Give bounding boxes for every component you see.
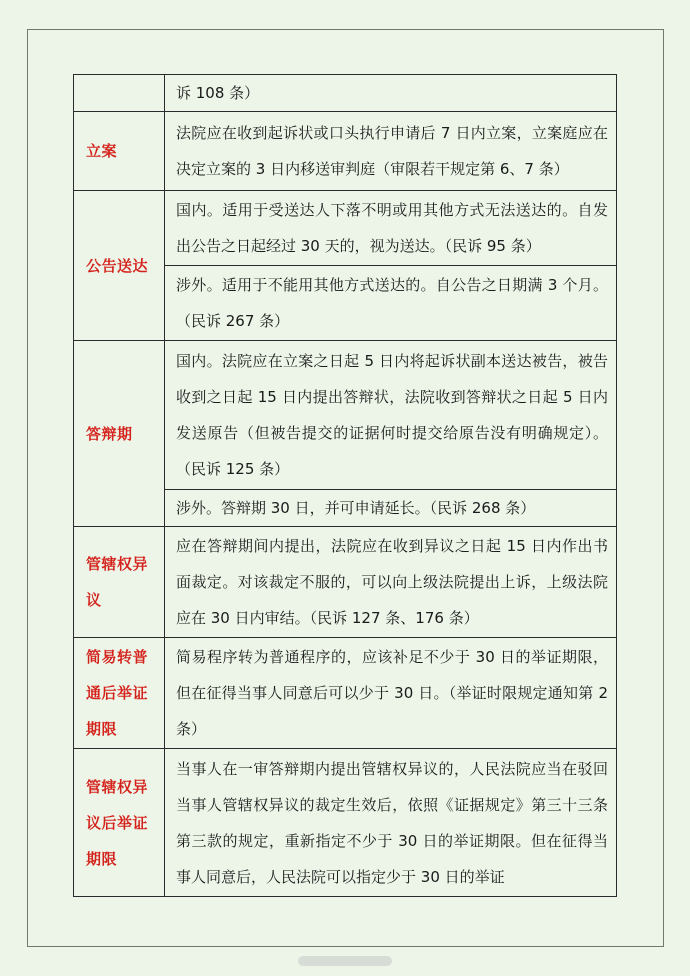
row-content: 涉外。适用于不能用其他方式送达的。自公告之日期满 3 个月。（民诉 267 条） (165, 266, 617, 341)
home-indicator (298, 956, 392, 966)
table-row (74, 75, 617, 112)
row-label: 管辖权异议 (74, 527, 165, 638)
row-content: 国内。法院应在立案之日起 5 日内将起诉状副本送达被告，被告收到之日起 15 日内提出答辩状，法院收到答辩状之日起 5 日内发送原告（但被告提交的证据何时提交给原告没有明确规定）。（民诉 125 条） (165, 341, 617, 490)
row-label: 公告送达 (74, 191, 165, 341)
row-content: 国内。适用于受送达人下落不明或用其他方式无法送达的。自发出公告之日起经过 30 天的，视为送达。（民诉 95 条） (165, 191, 617, 266)
row-label: 简易转普通后举证期限 (74, 638, 165, 749)
row-content: 涉外。答辩期 30 日，并可申请延长。（民诉 268 条） (165, 490, 617, 527)
table-row (74, 191, 617, 266)
table-row (74, 341, 617, 490)
table-row (74, 527, 617, 638)
table-row (74, 638, 617, 749)
row-content: 应在答辩期间内提出，法院应在收到异议之日起 15 日内作出书面裁定。对该裁定不服的，可以向上级法院提出上诉，上级法院应在 30 日内审结。（民诉 127 条、176 条） (165, 527, 617, 638)
row-content: 简易程序转为普通程序的，应该补足不少于 30 日的举证期限，但在征得当事人同意后可以少于 30 日。（举证时限规定通知第 2 条） (165, 638, 617, 749)
row-content: 诉 108 条） (165, 75, 617, 112)
row-label (74, 75, 165, 112)
row-content: 当事人在一审答辩期内提出管辖权异议的，人民法院应当在驳回当事人管辖权异议的裁定生效后，依照《证据规定》第三十三条第三款的规定，重新指定不少于 30 日的举证期限。但在征得当事人同意后，人民法院可以指定少于 30 日的举证 (165, 749, 617, 897)
row-label: 管辖权异议后举证期限 (74, 749, 165, 897)
row-content: 法院应在收到起诉状或口头执行申请后 7 日内立案，立案庭应在决定立案的 3 日内移送审判庭（审限若干规定第 6、7 条） (165, 112, 617, 191)
law-deadline-table (73, 74, 617, 897)
table-row (74, 112, 617, 191)
row-label: 立案 (74, 112, 165, 191)
row-label: 答辩期 (74, 341, 165, 527)
table-row (74, 749, 617, 897)
